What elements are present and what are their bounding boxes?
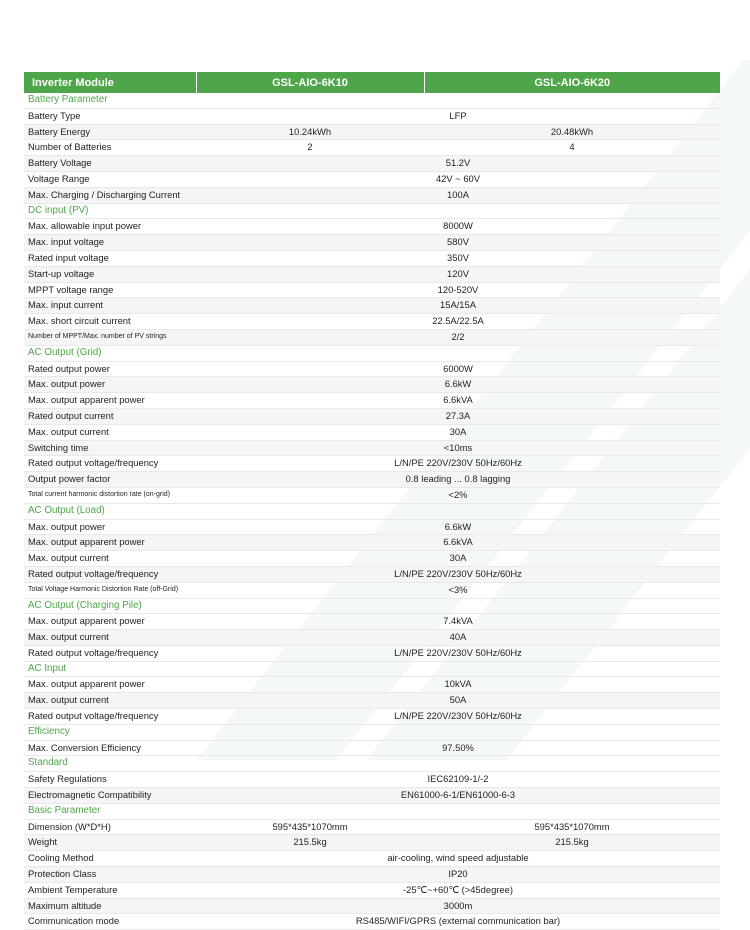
section-row	[24, 503, 720, 519]
header-model-6k10: GSL-AIO-6K10	[196, 72, 424, 93]
table-row	[24, 298, 720, 314]
row-value: 0.8 leading ... 0.8 lagging	[196, 472, 720, 488]
row-value: 6.6kW	[196, 519, 720, 535]
section-row	[24, 661, 720, 677]
row-label: Output power factor	[24, 472, 196, 488]
row-value: L/N/PE 220V/230V 50Hz/60Hz	[196, 645, 720, 661]
row-value: 580V	[196, 235, 720, 251]
row-value: air-cooling, wind speed adjustable	[196, 851, 720, 867]
section-title: AC Output (Grid)	[24, 345, 720, 361]
row-label: Electromagnetic Compatibility	[24, 788, 196, 804]
row-value-6k10: 2	[196, 140, 424, 156]
row-label: Rated output voltage/frequency	[24, 456, 196, 472]
section-row	[24, 345, 720, 361]
table-row	[24, 630, 720, 646]
table-row	[24, 140, 720, 156]
header-inverter-module: Inverter Module	[24, 72, 196, 93]
section-row	[24, 598, 720, 614]
row-label: Max. output power	[24, 519, 196, 535]
section-title: AC Input	[24, 661, 720, 677]
table-row	[24, 361, 720, 377]
table-row	[24, 614, 720, 630]
row-value: 15A/15A	[196, 298, 720, 314]
row-value-6k10: 10.24kWh	[196, 124, 424, 140]
table-row	[24, 472, 720, 488]
table-row	[24, 677, 720, 693]
row-value: L/N/PE 220V/230V 50Hz/60Hz	[196, 709, 720, 725]
row-label: Protection Class	[24, 867, 196, 883]
row-label: Rated input voltage	[24, 250, 196, 266]
section-row	[24, 724, 720, 740]
table-row	[24, 377, 720, 393]
table-row	[24, 393, 720, 409]
section-title: DC input (PV)	[24, 203, 720, 219]
table-row	[24, 566, 720, 582]
row-label: Max. output apparent power	[24, 393, 196, 409]
row-value: 100A	[196, 187, 720, 203]
row-label: Number of Batteries	[24, 140, 196, 156]
table-row	[24, 235, 720, 251]
row-label: Weight	[24, 835, 196, 851]
row-value: <3%	[196, 582, 720, 598]
table-row	[24, 788, 720, 804]
row-value: -25℃~+60℃ (>45degree)	[196, 882, 720, 898]
row-label: Max. allowable input power	[24, 219, 196, 235]
row-label: Battery Energy	[24, 124, 196, 140]
table-row	[24, 124, 720, 140]
table-row	[24, 535, 720, 551]
row-value-6k20: 215.5kg	[424, 835, 720, 851]
row-label: Rated output power	[24, 361, 196, 377]
row-label: Battery Voltage	[24, 156, 196, 172]
row-label: Max. short circuit current	[24, 314, 196, 330]
row-value: 6.6kW	[196, 377, 720, 393]
row-value: 27.3A	[196, 408, 720, 424]
row-value: 8000W	[196, 219, 720, 235]
row-value: 10kVA	[196, 677, 720, 693]
row-label: Safety Regulations	[24, 772, 196, 788]
row-value: 120V	[196, 266, 720, 282]
table-header-row	[24, 72, 720, 93]
table-row	[24, 329, 720, 345]
section-title: Efficiency	[24, 724, 720, 740]
row-value: 30A	[196, 551, 720, 567]
table-row	[24, 772, 720, 788]
table-row	[24, 645, 720, 661]
table-row	[24, 314, 720, 330]
row-value-6k10: 595*435*1070mm	[196, 819, 424, 835]
row-label: Ambient Temperature	[24, 882, 196, 898]
table-row	[24, 156, 720, 172]
row-value: 51.2V	[196, 156, 720, 172]
row-value: 350V	[196, 250, 720, 266]
row-value: 42V ~ 60V	[196, 171, 720, 187]
row-label: Max. output current	[24, 424, 196, 440]
row-label: Max. output apparent power	[24, 677, 196, 693]
row-label: Max. output apparent power	[24, 535, 196, 551]
section-title: AC Output (Charging Pile)	[24, 598, 720, 614]
table-row	[24, 250, 720, 266]
row-value: <2%	[196, 487, 720, 503]
table-row	[24, 171, 720, 187]
table-row	[24, 709, 720, 725]
table-row	[24, 487, 720, 503]
row-label: Battery Type	[24, 108, 196, 124]
table-row	[24, 108, 720, 124]
row-value: <10ms	[196, 440, 720, 456]
row-value-6k20: 4	[424, 140, 720, 156]
table-row	[24, 282, 720, 298]
row-value: 50A	[196, 693, 720, 709]
table-row	[24, 898, 720, 914]
row-value: 97.50%	[196, 740, 720, 756]
row-label: Number of MPPT/Max. number of PV strings	[24, 329, 196, 345]
section-title: Basic Parameter	[24, 803, 720, 819]
section-row	[24, 756, 720, 772]
row-label: Start-up voltage	[24, 266, 196, 282]
section-title: Battery Parameter	[24, 93, 720, 108]
row-value: 120-520V	[196, 282, 720, 298]
row-label: Rated output current	[24, 408, 196, 424]
row-label: Max. Conversion Efficiency	[24, 740, 196, 756]
row-label: Maximum altitude	[24, 898, 196, 914]
row-label: Max. output current	[24, 551, 196, 567]
row-label: Rated output voltage/frequency	[24, 645, 196, 661]
row-label: Rated output voltage/frequency	[24, 709, 196, 725]
table-row	[24, 740, 720, 756]
table-row	[24, 867, 720, 883]
row-label: Max. output current	[24, 693, 196, 709]
spec-sheet	[24, 72, 720, 930]
section-title: Standard	[24, 756, 720, 772]
row-value-6k10: 215.5kg	[196, 835, 424, 851]
row-label: MPPT voltage range	[24, 282, 196, 298]
row-label: Max. input voltage	[24, 235, 196, 251]
row-label: Cooling Method	[24, 851, 196, 867]
section-title: AC Output (Load)	[24, 503, 720, 519]
row-value: 6.6kVA	[196, 535, 720, 551]
row-label: Max. Charging / Discharging Current	[24, 187, 196, 203]
table-row	[24, 187, 720, 203]
row-value: 3000m	[196, 898, 720, 914]
row-label: Communication mode	[24, 914, 196, 930]
table-row	[24, 519, 720, 535]
section-row	[24, 203, 720, 219]
row-label: Total current harmonic distortion rate (on-grid)	[24, 487, 196, 503]
row-label: Dimension (W*D*H)	[24, 819, 196, 835]
row-value: IEC62109-1/-2	[196, 772, 720, 788]
table-row	[24, 582, 720, 598]
table-row	[24, 551, 720, 567]
table-row	[24, 266, 720, 282]
row-value: 7.4kVA	[196, 614, 720, 630]
row-value: L/N/PE 220V/230V 50Hz/60Hz	[196, 456, 720, 472]
row-label: Switching time	[24, 440, 196, 456]
spec-table	[24, 72, 720, 930]
table-row	[24, 693, 720, 709]
row-value: 30A	[196, 424, 720, 440]
row-label: Max. output power	[24, 377, 196, 393]
section-row	[24, 803, 720, 819]
row-value: IP20	[196, 867, 720, 883]
row-value-6k20: 595*435*1070mm	[424, 819, 720, 835]
row-value: RS485/WIFI/GPRS (external communication bar)	[196, 914, 720, 930]
row-label: Rated output voltage/frequency	[24, 566, 196, 582]
table-row	[24, 851, 720, 867]
row-value: 40A	[196, 630, 720, 646]
table-row	[24, 819, 720, 835]
table-row	[24, 456, 720, 472]
spec-table-body	[24, 93, 720, 930]
row-value: L/N/PE 220V/230V 50Hz/60Hz	[196, 566, 720, 582]
table-row	[24, 835, 720, 851]
row-label: Max. output apparent power	[24, 614, 196, 630]
row-value: EN61000-6-1/EN61000-6-3	[196, 788, 720, 804]
row-label: Max. output current	[24, 630, 196, 646]
table-row	[24, 219, 720, 235]
header-model-6k20: GSL-AIO-6K20	[424, 72, 720, 93]
section-row	[24, 93, 720, 108]
row-value: 6000W	[196, 361, 720, 377]
row-label: Total Voltage Harmonic Distortion Rate (off-Grid)	[24, 582, 196, 598]
row-value: 6.6kVA	[196, 393, 720, 409]
row-value: LFP	[196, 108, 720, 124]
row-value-6k20: 20.48kWh	[424, 124, 720, 140]
table-row	[24, 440, 720, 456]
row-value: 2/2	[196, 329, 720, 345]
row-value: 22.5A/22.5A	[196, 314, 720, 330]
table-row	[24, 408, 720, 424]
row-label: Voltage Range	[24, 171, 196, 187]
row-label: Max. input current	[24, 298, 196, 314]
table-row	[24, 914, 720, 930]
table-row	[24, 424, 720, 440]
